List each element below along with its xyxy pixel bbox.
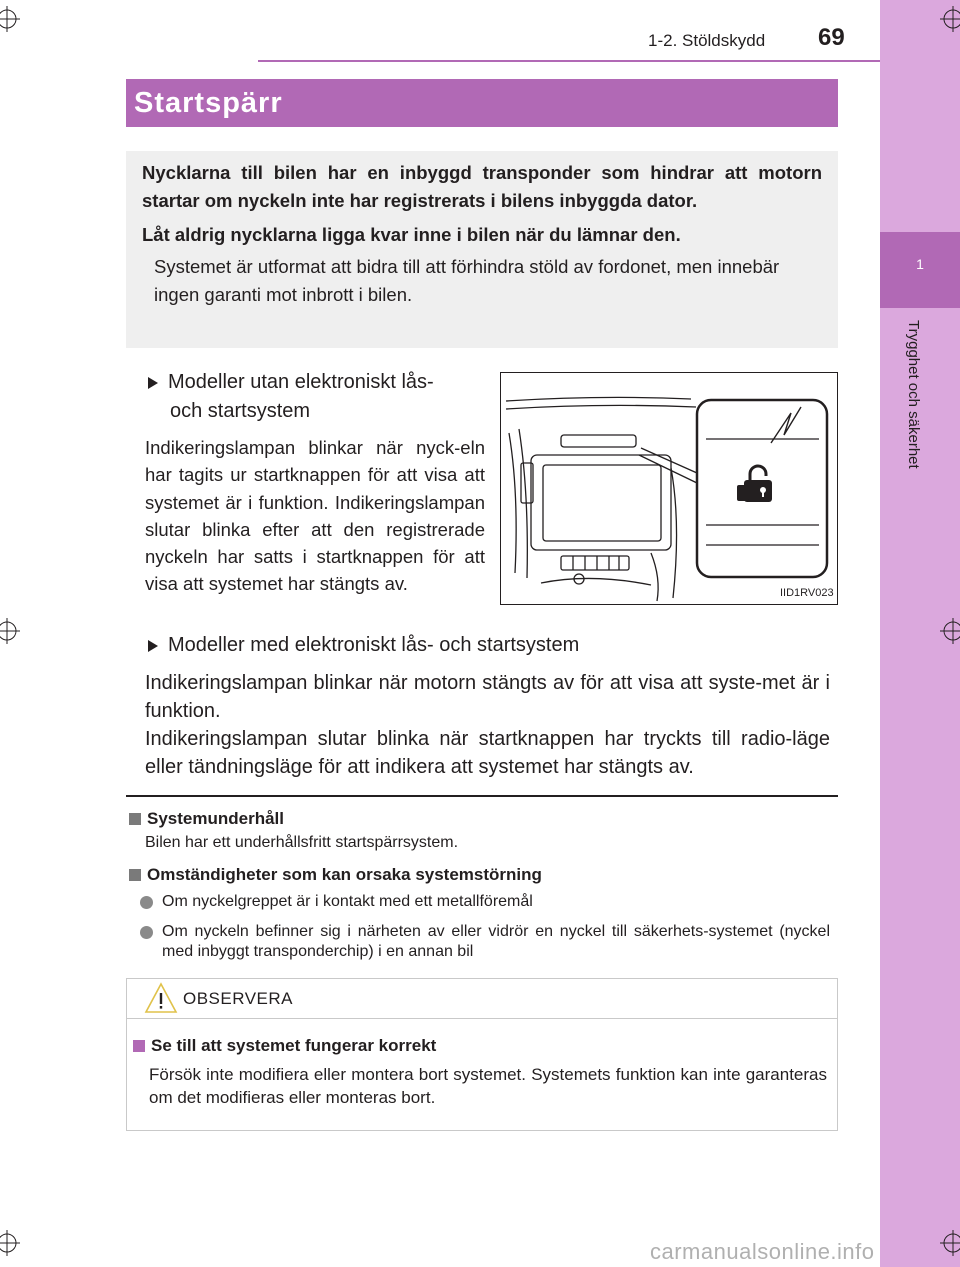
- dashboard-drawing: [501, 373, 836, 603]
- caution-header: [127, 979, 837, 1019]
- dashboard-illustration: [500, 372, 838, 605]
- caution-label: OBSERVERA: [183, 989, 294, 1008]
- caution-subtitle-text: Se till att systemet fungerar korrekt: [151, 1036, 437, 1055]
- models-with-text: [145, 669, 830, 781]
- chapter-title: Trygghet och säkerhet: [905, 320, 922, 469]
- list-item: [140, 892, 840, 912]
- page-number: 69: [818, 24, 845, 51]
- crop-mark-icon: [940, 1230, 960, 1256]
- watermark: carmanualsonline.info: [650, 1239, 875, 1264]
- arrow-icon: [148, 377, 158, 389]
- section-divider: [126, 795, 838, 797]
- chapter-tab[interactable]: [880, 232, 960, 308]
- models-with-text2: Indikeringslampan slutar blinka när startknappen har tryckts till radio-läge eller tändningsläge för att indikera att systemet har stängts av.: [145, 728, 830, 778]
- header-rule: [258, 60, 880, 62]
- square-bullet-icon: [129, 813, 141, 825]
- models-with-heading-text: Modeller med elektroniskt lås- och startsystem: [168, 634, 580, 656]
- bullet-text: Om nyckeln befinner sig i närheten av eller vidrör en nyckel till säkerhets-systemet (nyckel med inbyggt transponderchip) i en annan bil: [162, 923, 830, 960]
- crop-mark-icon: [940, 618, 960, 644]
- bullet-text: Om nyckelgreppet är i kontakt med ett metallföremål: [162, 893, 533, 910]
- models-with-heading: [148, 630, 579, 660]
- circle-bullet-icon: [140, 896, 153, 909]
- maintenance-text: Bilen har ett underhållsfritt startspärrsystem.: [145, 834, 459, 851]
- intro-box: [126, 151, 838, 348]
- caution-text: Försök inte modifiera eller montera bort systemet. Systemets funktion kan inte garanteras om det modifieras eller monteras bort.: [149, 1065, 827, 1107]
- arrow-icon: [148, 640, 158, 652]
- models-without-heading-line1: Modeller utan elektroniskt lås-: [168, 371, 434, 393]
- models-without-heading: [148, 367, 434, 397]
- models-without-heading-cont: [148, 396, 310, 426]
- malfunction-title: Omständigheter som kan orsaka systemstörning: [147, 865, 542, 884]
- models-with-text1: Indikeringslampan blinkar när motorn stängts av för att visa att syste-met är i funktion.: [145, 672, 830, 722]
- intro-warning: Låt aldrig nycklarna ligga kvar inne i bilen när du lämnar den.: [142, 224, 681, 245]
- malfunction-heading: [129, 864, 542, 886]
- square-bullet-icon: [129, 869, 141, 881]
- warning-triangle-icon: [144, 982, 178, 1014]
- crop-mark-icon: [0, 1230, 20, 1256]
- crop-mark-icon: [0, 6, 20, 32]
- crop-mark-icon: [940, 6, 960, 32]
- models-without-heading-line2: och startsystem: [170, 400, 311, 422]
- maintenance-heading: [129, 808, 284, 830]
- caution-subtitle: [133, 1036, 436, 1056]
- crop-mark-icon: [0, 618, 20, 644]
- models-without-text: Indikeringslampan blinkar när nyck-eln har tagits ur startknappen för att visa att systemet är i funktion. Indikeringslampan slutar blinka efter att den registrerade nyckeln har satts i startknappen för att visa att systemet har stängts av.: [145, 437, 485, 595]
- maintenance-title: Systemunderhåll: [147, 809, 284, 828]
- illustration-code: IID1RV023: [780, 587, 834, 599]
- square-bullet-icon: [133, 1040, 145, 1052]
- circle-bullet-icon: [140, 926, 153, 939]
- section-header: 1-2. Stöldskydd: [648, 31, 766, 50]
- intro-note: Systemet är utformat att bidra till att förhindra stöld av fordonet, men innebär ingen garanti mot inbrott i bilen.: [154, 256, 780, 305]
- intro-lead: Nycklarna till bilen har en inbyggd transponder som hindrar att motorn startar om nyckeln inte har registrerats i bilens inbyggda dator.: [142, 162, 822, 211]
- list-item: [140, 922, 830, 962]
- chapter-number: 1: [916, 256, 924, 272]
- page-title: Startspärr: [134, 87, 283, 119]
- title-bar: [126, 79, 838, 127]
- lock-indicator-icon: [737, 466, 772, 502]
- caution-box: [126, 978, 838, 1131]
